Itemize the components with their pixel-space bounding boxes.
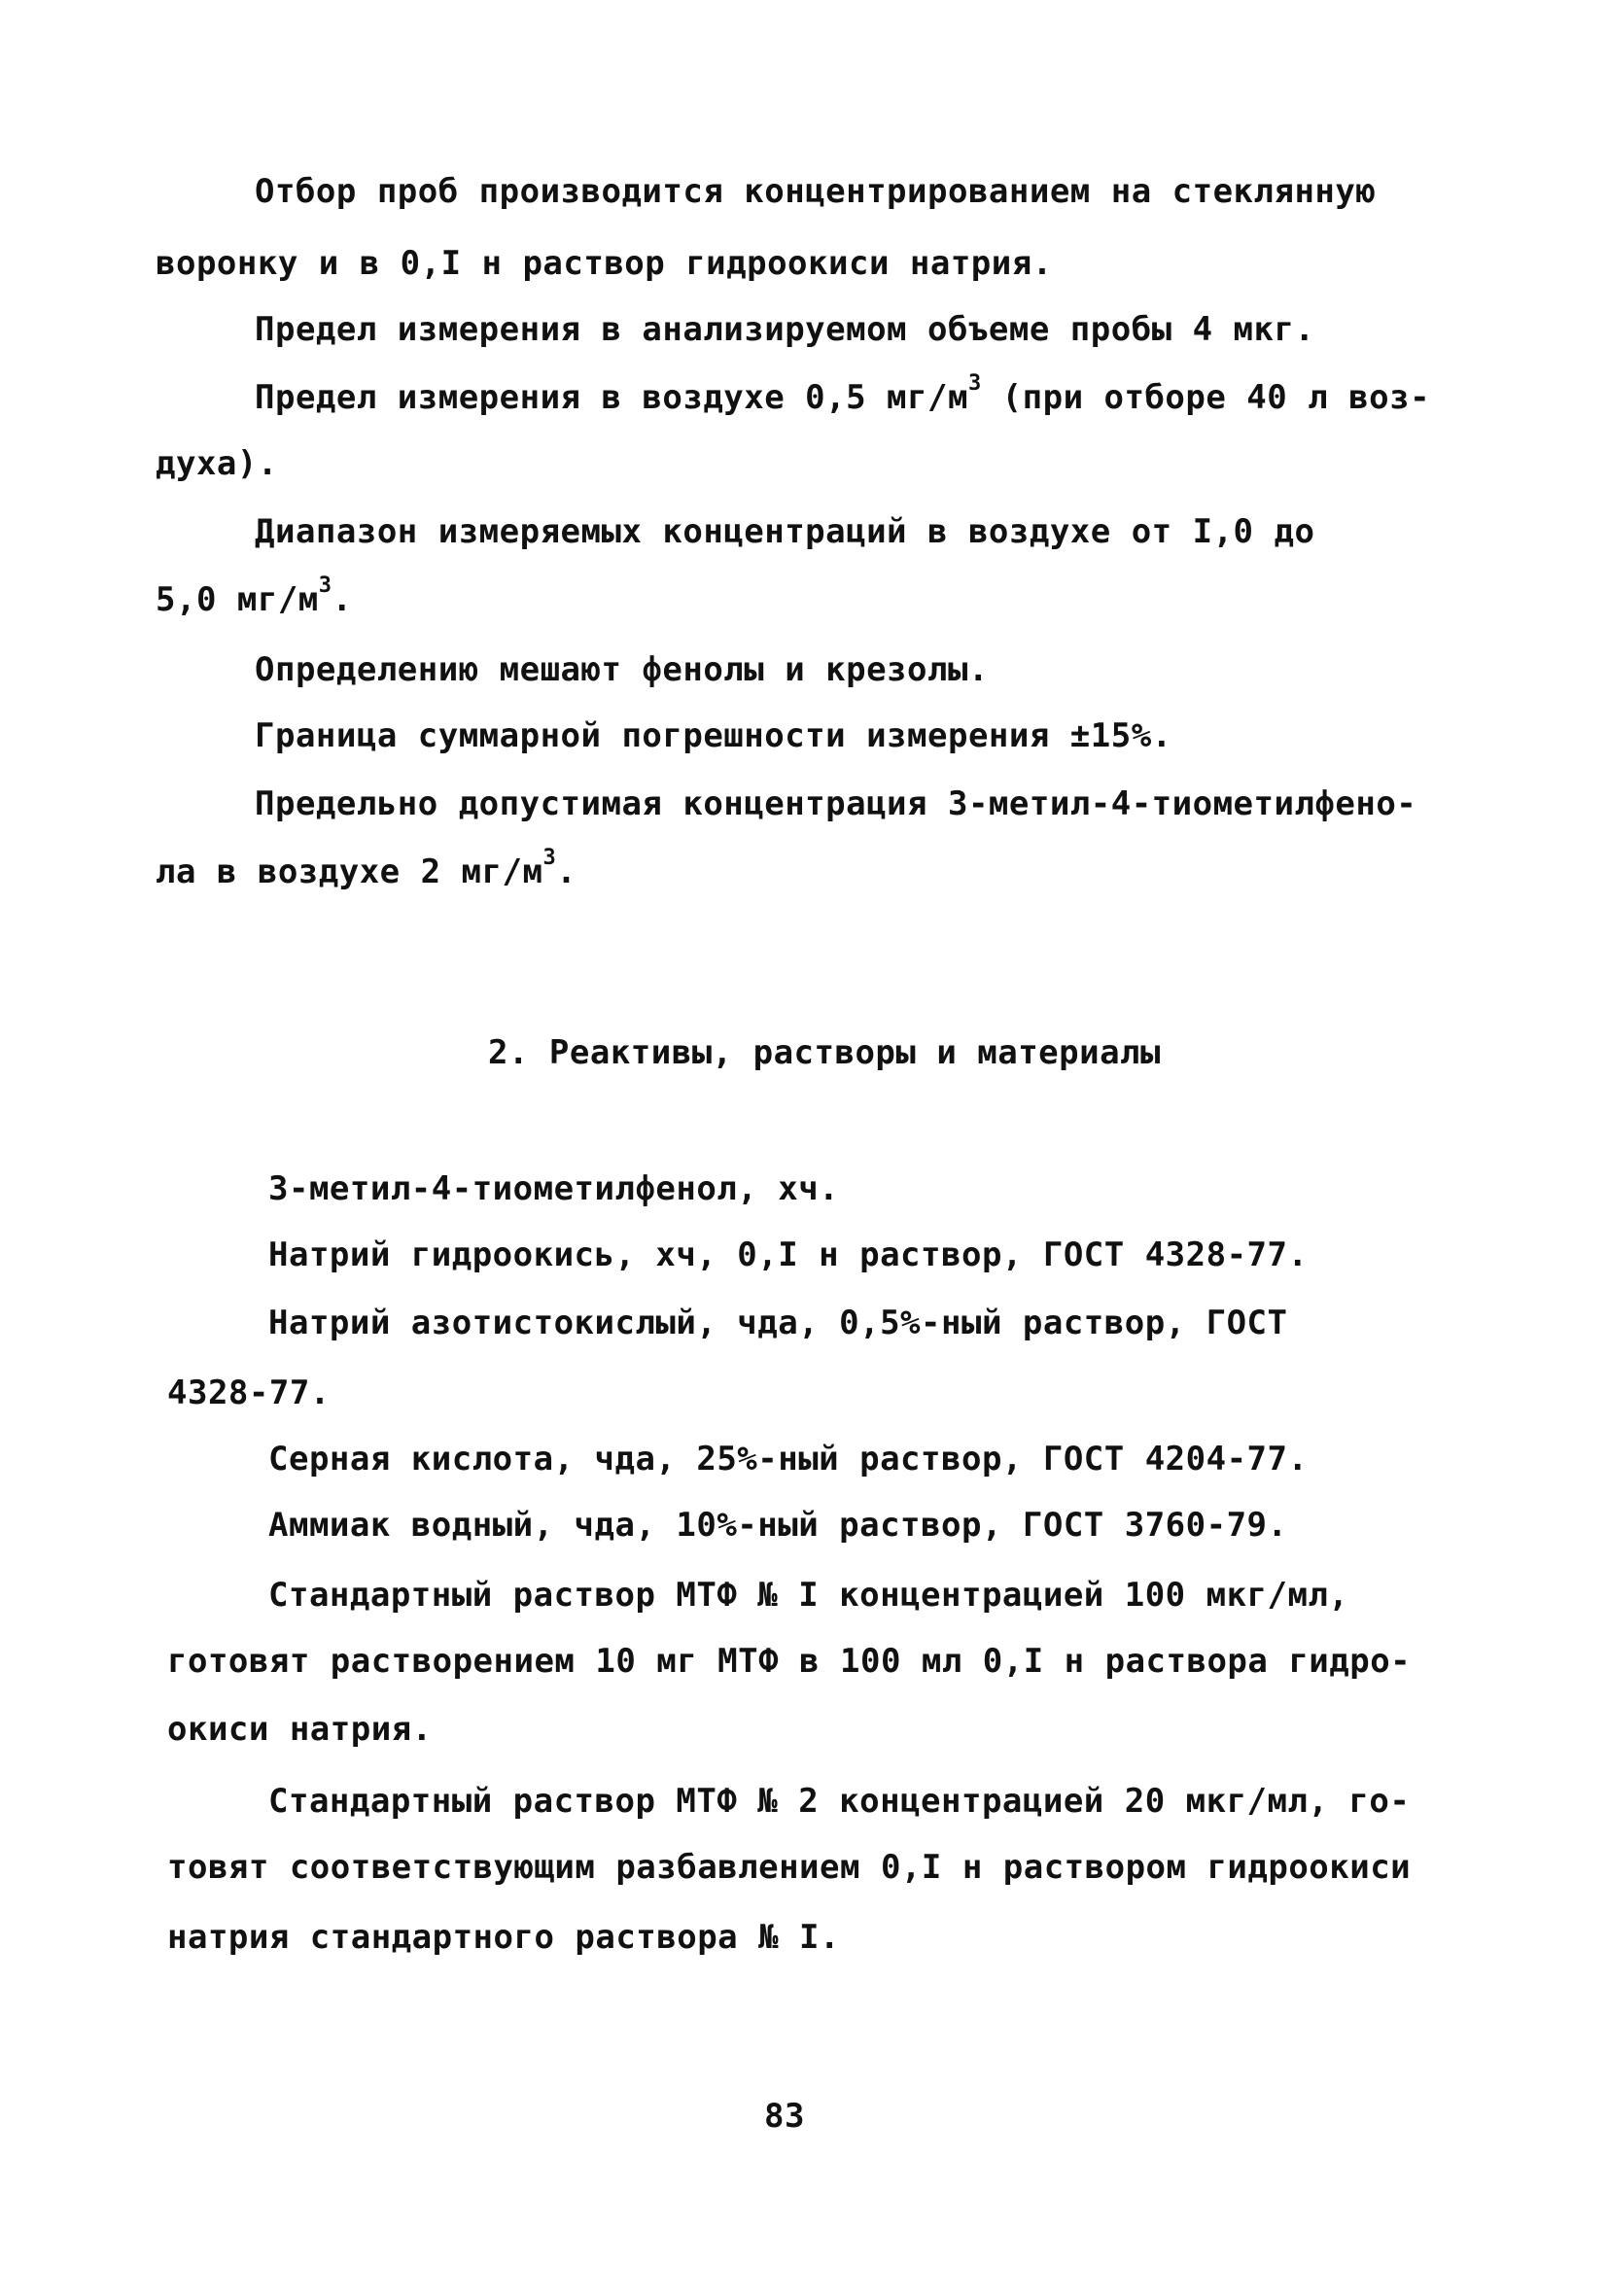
reagent-item-4: Серная кислота, чда, 25%-ный раствор, ГОСТ 4204-77. — [268, 1440, 1309, 1478]
intro-p4-line2 — [156, 574, 353, 619]
reagent-item-3-line1: Натрий азотистокислый, чда, 0,5%-ный раствор, ГОСТ — [268, 1304, 1288, 1342]
superscript: 3 — [967, 371, 982, 396]
reagent-item-7-line3: натрия стандартного раствора № I. — [167, 1918, 841, 1957]
superscript: 3 — [542, 846, 557, 870]
intro-p2: Предел измерения в анализируемом объеме пробы 4 мкг. — [255, 310, 1315, 349]
intro-p4-text: 5,0 мг/м — [156, 580, 319, 619]
reagent-item-3-line2: 4328-77. — [167, 1374, 331, 1412]
intro-p5: Определению мешают фенолы и крезолы. — [255, 650, 989, 689]
intro-p3-text-post: (при отборе 40 л воз- — [981, 378, 1431, 417]
reagent-item-7-line1: Стандартный раствор МТФ № 2 концентрацией 20 мкг/мл, го- — [268, 1782, 1411, 1821]
section-title: 2. Реактивы, растворы и материалы — [488, 1033, 1162, 1072]
intro-p1-line2: воронку и в 0,I н раствор гидроокиси натрия. — [156, 244, 1053, 283]
reagent-item-6-line1: Стандартный раствор МТФ № I концентрацией 100 мкг/мл, — [268, 1576, 1349, 1615]
intro-p7-text-post: . — [556, 852, 577, 891]
intro-p4-line1: Диапазон измеряемых концентраций в воздухе от I,0 до — [255, 512, 1315, 551]
reagent-item-2: Натрий гидроокись, хч, 0,I н раствор, ГОСТ 4328-77. — [268, 1235, 1309, 1274]
reagent-item-6-line2: готовят растворением 10 мг МТФ в 100 мл 0,I н раствора гидро- — [167, 1642, 1412, 1681]
intro-p3-line2: духа). — [156, 444, 278, 483]
reagent-item-7-line2: товят соответствующим разбавлением 0,I н раствором гидроокиси — [167, 1848, 1412, 1887]
superscript: 3 — [318, 574, 332, 598]
reagent-item-6-line3: окиси натрия. — [167, 1710, 433, 1749]
intro-p3-line1 — [255, 371, 1431, 417]
page-number: 83 — [764, 2097, 805, 2136]
intro-p3-text: Предел измерения в воздухе 0,5 мг/м — [255, 378, 968, 417]
intro-p1-line1: Отбор проб производится концентрированием на стеклянную — [255, 172, 1377, 211]
reagent-item-1: 3-метил-4-тиометилфенол, хч. — [268, 1169, 840, 1208]
intro-p7-line2 — [156, 846, 577, 891]
intro-p6: Граница суммарной погрешности измерения ±15%. — [255, 716, 1172, 755]
intro-p7-line1: Предельно допустимая концентрация 3-метил-4-тиометилфено- — [255, 784, 1417, 823]
reagent-item-5: Аммиак водный, чда, 10%-ный раствор, ГОСТ 3760-79. — [268, 1506, 1288, 1545]
intro-p4-text-post: . — [332, 580, 353, 619]
intro-p7-text: ла в воздухе 2 мг/м — [156, 852, 543, 891]
